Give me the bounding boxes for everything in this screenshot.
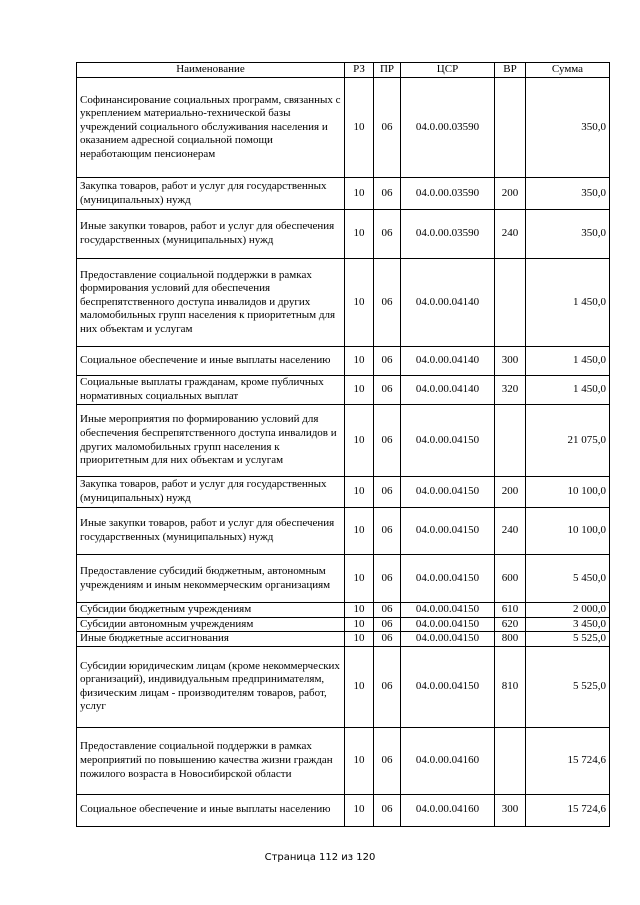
table-body — [77, 78, 610, 827]
row-pr-cell: 06 — [374, 259, 401, 347]
row-vr-cell: 200 — [495, 477, 526, 508]
table-row — [77, 210, 610, 259]
row-sum-cell: 15 724,6 — [526, 727, 610, 794]
row-rz-cell: 10 — [345, 477, 374, 508]
row-csr-cell: 04.0.00.04160 — [401, 794, 495, 826]
row-pr-cell: 06 — [374, 603, 401, 618]
row-pr-cell: 06 — [374, 555, 401, 603]
col-header-name: Наименование — [77, 63, 345, 78]
row-sum-cell: 10 100,0 — [526, 477, 610, 508]
row-name-cell: Предоставление социальной поддержки в рамках формирования условий для обеспечения беспрепятственного доступа инвалидов и других маломобильных групп населения к приоритетным для них объектам и услугам — [77, 259, 345, 347]
row-name-cell: Иные закупки товаров, работ и услуг для обеспечения государственных (муниципальных) нужд — [77, 508, 345, 555]
row-vr-cell: 600 — [495, 555, 526, 603]
page-number: Страница 112 из 120 — [264, 852, 376, 863]
row-name-cell: Иные мероприятия по формированию условий для обеспечения беспрепятственного доступа инвалидов и других маломобильных групп населения к приоритетным для них объектам и услугам — [77, 405, 345, 477]
table-row — [77, 347, 610, 376]
table-row — [77, 477, 610, 508]
row-name-cell: Иные бюджетные ассигнования — [77, 632, 345, 647]
row-pr-cell: 06 — [374, 646, 401, 727]
row-csr-cell: 04.0.00.04140 — [401, 376, 495, 405]
row-vr-cell: 200 — [495, 178, 526, 210]
row-pr-cell: 06 — [374, 78, 401, 178]
row-rz-cell: 10 — [345, 178, 374, 210]
row-vr-cell: 240 — [495, 210, 526, 259]
table-row — [77, 727, 610, 794]
row-name-cell: Субсидии бюджетным учреждениям — [77, 603, 345, 618]
row-pr-cell: 06 — [374, 178, 401, 210]
row-name-cell: Предоставление социальной поддержки в рамках мероприятий по повышению качества жизни граждан пожилого возраста в Новосибирской области — [77, 727, 345, 794]
row-pr-cell: 06 — [374, 347, 401, 376]
col-header-sum: Сумма — [526, 63, 610, 78]
row-sum-cell: 3 450,0 — [526, 617, 610, 632]
table-row — [77, 555, 610, 603]
row-vr-cell: 610 — [495, 603, 526, 618]
row-name-cell: Иные закупки товаров, работ и услуг для обеспечения государственных (муниципальных) нужд — [77, 210, 345, 259]
row-sum-cell: 350,0 — [526, 78, 610, 178]
row-vr-cell — [495, 259, 526, 347]
row-sum-cell: 350,0 — [526, 178, 610, 210]
row-sum-cell: 2 000,0 — [526, 603, 610, 618]
table-row — [77, 646, 610, 727]
row-pr-cell: 06 — [374, 405, 401, 477]
table-row — [77, 178, 610, 210]
table-row — [77, 632, 610, 647]
row-rz-cell: 10 — [345, 259, 374, 347]
row-sum-cell: 5 525,0 — [526, 646, 610, 727]
row-rz-cell: 10 — [345, 794, 374, 826]
row-vr-cell: 800 — [495, 632, 526, 647]
row-pr-cell: 06 — [374, 210, 401, 259]
row-rz-cell: 10 — [345, 632, 374, 647]
row-vr-cell: 810 — [495, 646, 526, 727]
row-csr-cell: 04.0.00.04150 — [401, 555, 495, 603]
col-header-pr: ПР — [374, 63, 401, 78]
table-row — [77, 603, 610, 618]
row-vr-cell: 300 — [495, 347, 526, 376]
row-vr-cell: 240 — [495, 508, 526, 555]
row-rz-cell: 10 — [345, 508, 374, 555]
row-rz-cell: 10 — [345, 210, 374, 259]
row-pr-cell: 06 — [374, 477, 401, 508]
row-csr-cell: 04.0.00.04150 — [401, 632, 495, 647]
row-sum-cell: 350,0 — [526, 210, 610, 259]
row-rz-cell: 10 — [345, 376, 374, 405]
row-vr-cell — [495, 727, 526, 794]
row-name-cell: Закупка товаров, работ и услуг для государственных (муниципальных) нужд — [77, 178, 345, 210]
table-header-row — [77, 63, 610, 78]
row-rz-cell: 10 — [345, 405, 374, 477]
row-name-cell: Социальное обеспечение и иные выплаты населению — [77, 347, 345, 376]
row-pr-cell: 06 — [374, 727, 401, 794]
row-name-cell: Социальные выплаты гражданам, кроме публичных нормативных социальных выплат — [77, 376, 345, 405]
row-rz-cell: 10 — [345, 603, 374, 618]
row-name-cell: Софинансирование социальных программ, связанных с укреплением материально-технической базы учреждений социального обслуживания населения и оказанием адресной социальной помощи неработающим пенсионерам — [77, 78, 345, 178]
row-rz-cell: 10 — [345, 646, 374, 727]
row-vr-cell — [495, 405, 526, 477]
row-name-cell: Предоставление субсидий бюджетным, автономным учреждениям и иным некоммерческим организациям — [77, 555, 345, 603]
row-csr-cell: 04.0.00.03590 — [401, 78, 495, 178]
row-rz-cell: 10 — [345, 617, 374, 632]
table-row — [77, 508, 610, 555]
row-vr-cell: 300 — [495, 794, 526, 826]
row-csr-cell: 04.0.00.04140 — [401, 259, 495, 347]
row-rz-cell: 10 — [345, 727, 374, 794]
row-pr-cell: 06 — [374, 508, 401, 555]
table-row — [77, 376, 610, 405]
row-sum-cell: 1 450,0 — [526, 347, 610, 376]
row-pr-cell: 06 — [374, 617, 401, 632]
row-csr-cell: 04.0.00.04150 — [401, 603, 495, 618]
row-csr-cell: 04.0.00.04150 — [401, 405, 495, 477]
col-header-vr: ВР — [495, 63, 526, 78]
table-row — [77, 405, 610, 477]
table-row — [77, 78, 610, 178]
col-header-csr: ЦСР — [401, 63, 495, 78]
row-csr-cell: 04.0.00.04150 — [401, 617, 495, 632]
row-csr-cell: 04.0.00.04150 — [401, 477, 495, 508]
row-csr-cell: 04.0.00.03590 — [401, 210, 495, 259]
row-csr-cell: 04.0.00.04150 — [401, 646, 495, 727]
row-vr-cell — [495, 78, 526, 178]
row-csr-cell: 04.0.00.04160 — [401, 727, 495, 794]
row-name-cell: Субсидии юридическим лицам (кроме некоммерческих организаций), индивидуальным предпринимателям, физическим лицам - производителям товаров, работ, услуг — [77, 646, 345, 727]
table-row — [77, 617, 610, 632]
row-sum-cell: 1 450,0 — [526, 259, 610, 347]
row-rz-cell: 10 — [345, 78, 374, 178]
row-csr-cell: 04.0.00.04140 — [401, 347, 495, 376]
row-name-cell: Закупка товаров, работ и услуг для государственных (муниципальных) нужд — [77, 477, 345, 508]
budget-table — [76, 62, 610, 827]
row-name-cell: Субсидии автономным учреждениям — [77, 617, 345, 632]
row-pr-cell: 06 — [374, 794, 401, 826]
row-csr-cell: 04.0.00.03590 — [401, 178, 495, 210]
row-sum-cell: 5 450,0 — [526, 555, 610, 603]
row-name-cell: Социальное обеспечение и иные выплаты населению — [77, 794, 345, 826]
row-pr-cell: 06 — [374, 632, 401, 647]
row-rz-cell: 10 — [345, 347, 374, 376]
table-row — [77, 794, 610, 826]
row-sum-cell: 21 075,0 — [526, 405, 610, 477]
row-sum-cell: 5 525,0 — [526, 632, 610, 647]
row-pr-cell: 06 — [374, 376, 401, 405]
row-sum-cell: 15 724,6 — [526, 794, 610, 826]
row-rz-cell: 10 — [345, 555, 374, 603]
table-row — [77, 259, 610, 347]
row-sum-cell: 1 450,0 — [526, 376, 610, 405]
row-vr-cell: 320 — [495, 376, 526, 405]
row-csr-cell: 04.0.00.04150 — [401, 508, 495, 555]
row-vr-cell: 620 — [495, 617, 526, 632]
col-header-rz: РЗ — [345, 63, 374, 78]
row-sum-cell: 10 100,0 — [526, 508, 610, 555]
